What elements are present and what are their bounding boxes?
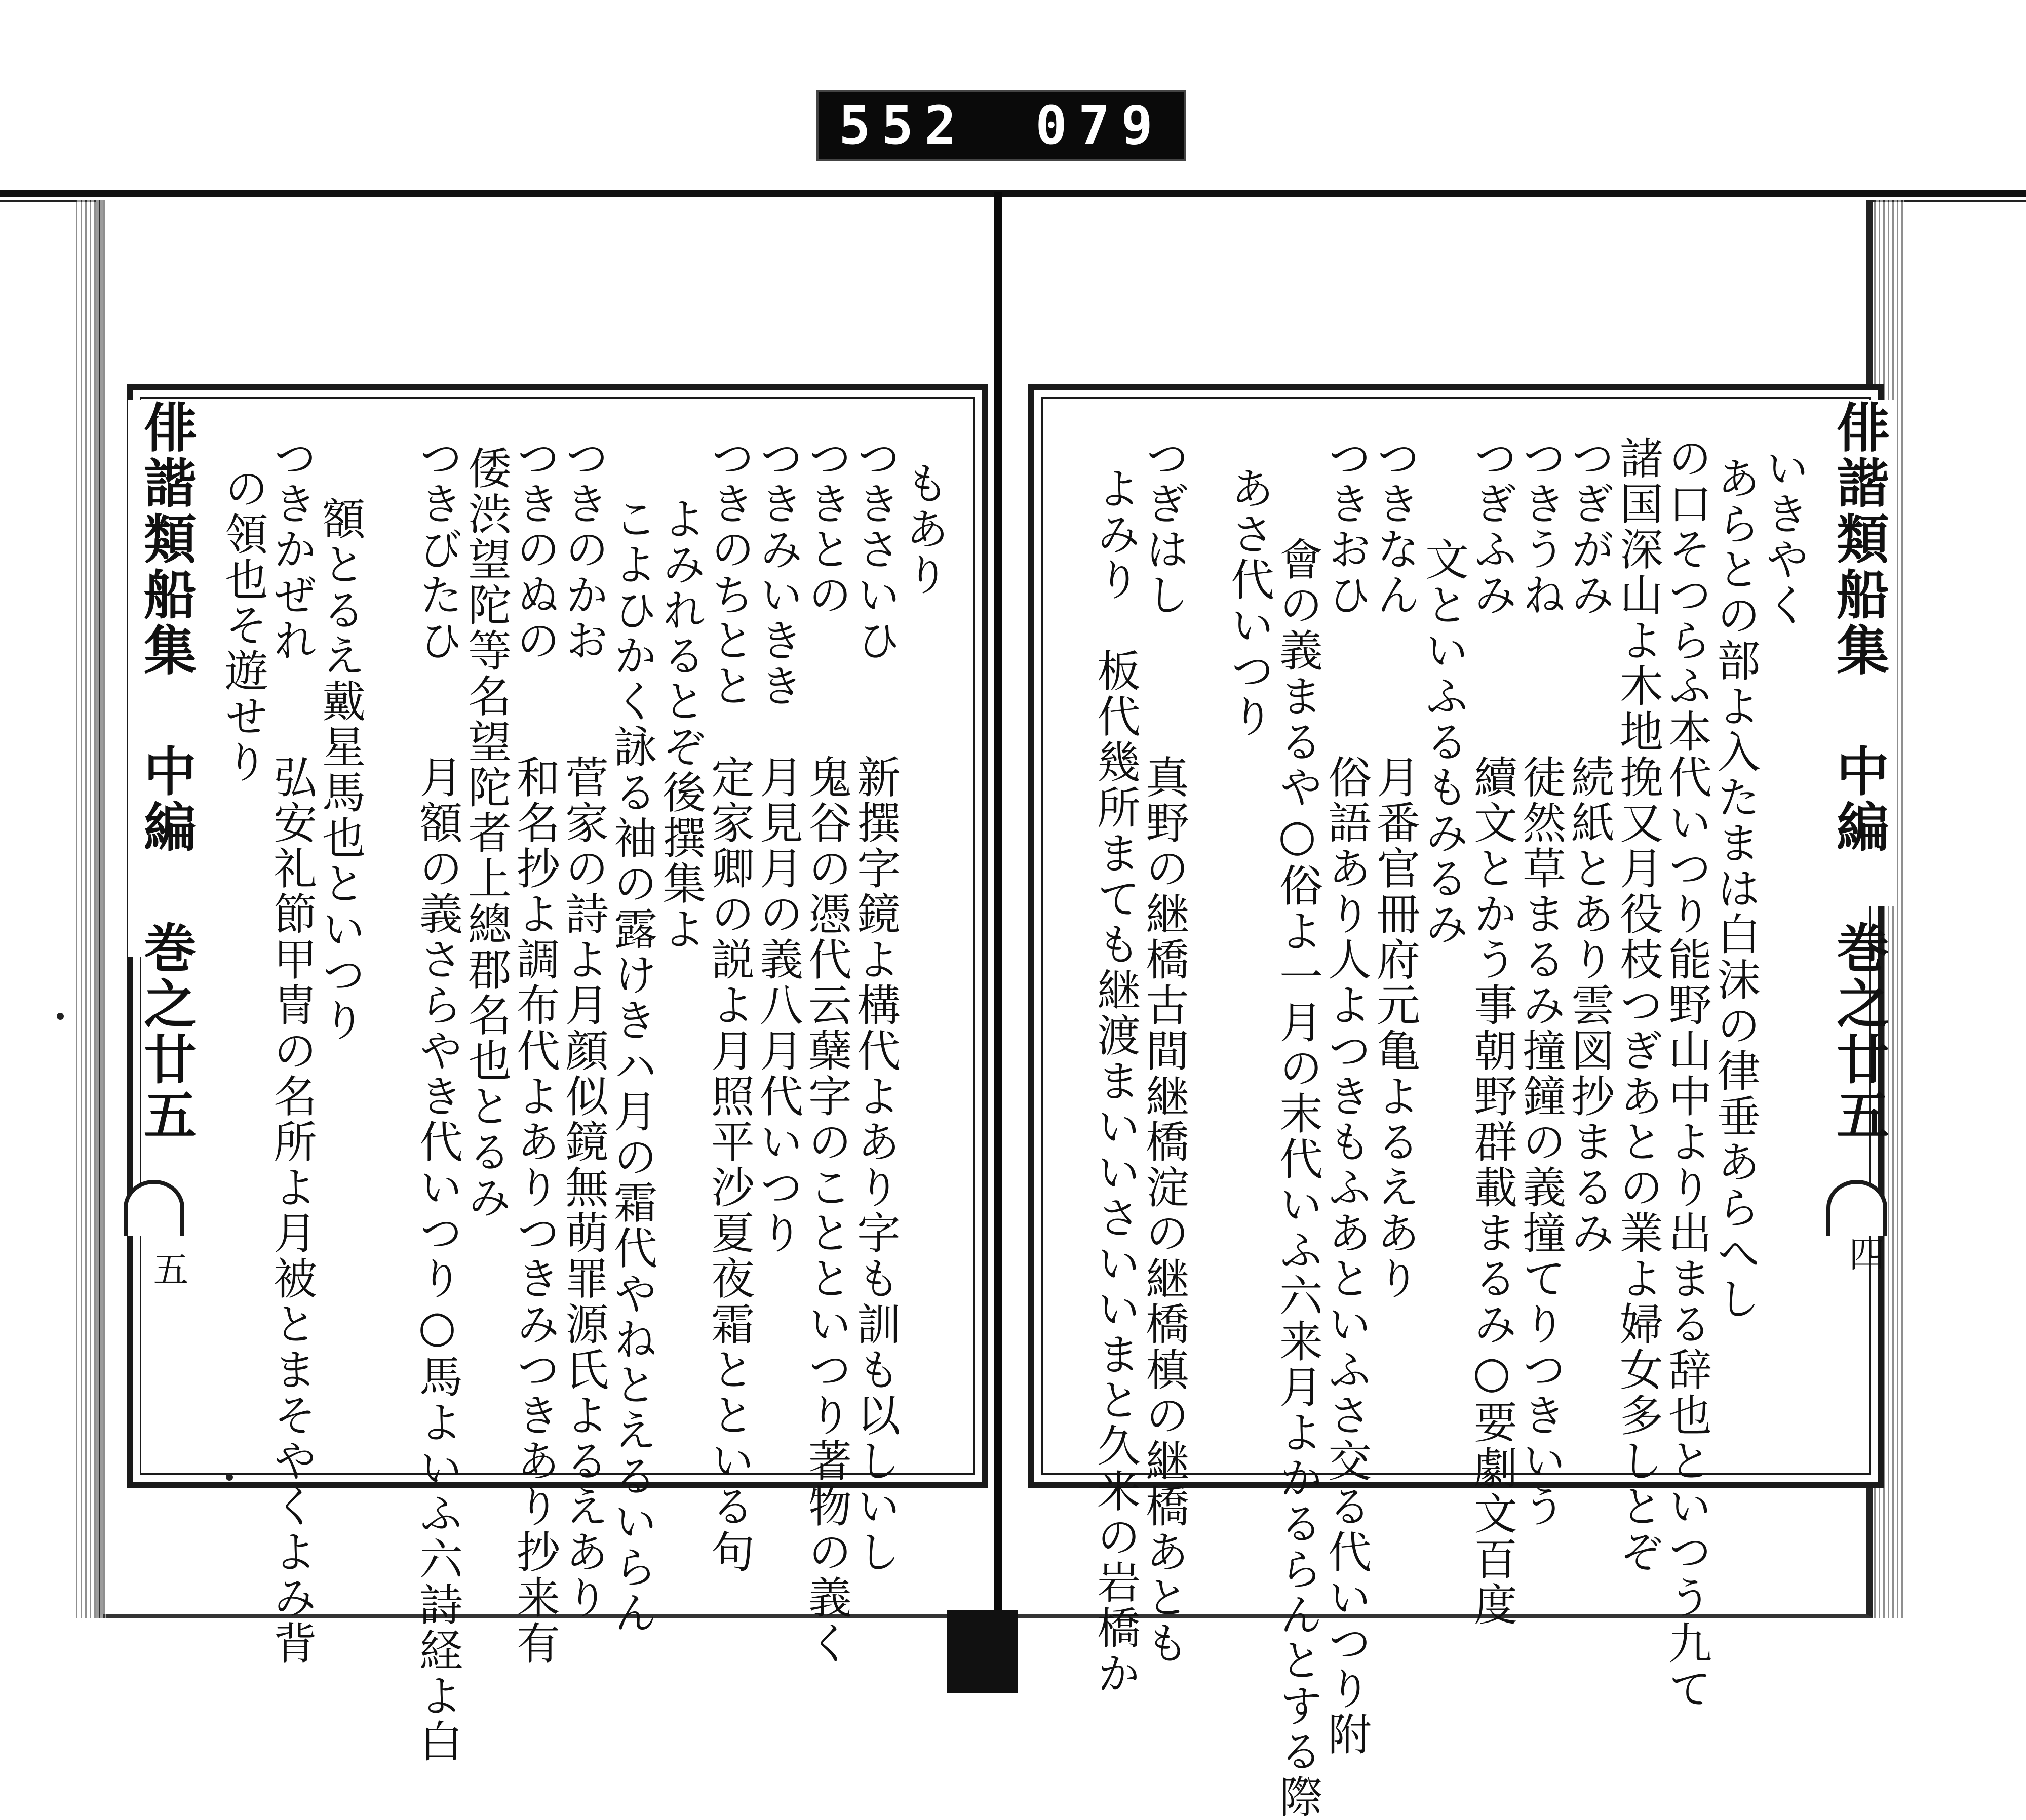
right-col-14: よみり 板代幾所まても継渡まいいさいいまと久米の岩橋か <box>1089 466 1140 1696</box>
left-col-3: つきとの 鬼谷の憑代云蘖字のことといつり著物の義く <box>801 436 851 1666</box>
book-top-edge <box>0 190 2026 197</box>
left-col-8: つきのかお 菅家の詩よ月顔似鏡無萌罪源氏よるえあり <box>558 436 608 1620</box>
left-col-9: つきのぬの 和名抄よ調布代よありつきみつきあり抄来有 <box>509 436 560 1666</box>
left-col-14: の領也そ遊せり <box>217 466 268 785</box>
right-col-1: いきやく <box>1758 446 1809 628</box>
left-col-1: もあり <box>898 461 949 598</box>
left-col-12: 額とるえ戴星馬也といつり <box>315 496 365 1043</box>
left-col-5: つきのちとと 定家卿の説よ月照平沙夏夜霜とといる句 <box>704 436 754 1575</box>
left-col-7: こよひかく詠る袖の露けきハ月の霜代やねとえるいらん <box>606 496 657 1636</box>
right-col-5: つぎがみ 続紙とあり雲図抄まるみ <box>1564 436 1614 1256</box>
scan-speck <box>226 1474 233 1481</box>
right-col-12: あさ代いつり <box>1223 466 1274 739</box>
right-page-folio: 四 <box>1843 1236 1885 1271</box>
right-col-7: つぎふみ 續文とかう事朝野群載まるみ○要劇文百度 <box>1466 436 1517 1628</box>
book-spine <box>994 192 1002 1651</box>
right-col-2: あらとの部よ入たまは白沫の律垂あらへし <box>1709 456 1760 1322</box>
right-col-3: の口そつらふ本代いつり能野山中より出まる辞也といつう九て <box>1661 436 1711 1712</box>
right-page-fishtail-ornament <box>1826 1180 1887 1236</box>
right-col-9: つきなん 月番官冊府元亀よるえあり <box>1369 436 1420 1301</box>
catalog-number-left: 552 <box>839 95 967 156</box>
left-fore-edge <box>76 200 106 1618</box>
left-col-10: 倭渋望陀等名望陀者上總郡名也とるみ <box>460 446 511 1220</box>
right-page-header: 俳諧類船集 中編 巻之廿五 <box>1820 400 1896 906</box>
right-col-10: つきおひ 俗語あり人よつきもふあといふさ交る代いつり附 <box>1320 436 1371 1757</box>
left-col-2: つきさいひ 新撰字鏡よ構代よあり字も訓も以しいし <box>849 436 900 1575</box>
right-col-6: つきうね 徒然草まるみ撞鐘の義撞てりつきいう <box>1515 436 1566 1529</box>
left-page-fishtail-ornament <box>124 1180 184 1236</box>
left-col-13: つきかぜれ 弘安礼節甲冑の名所よ月被とまそやくよみ背 <box>266 436 317 1666</box>
scan-speck <box>57 1013 64 1020</box>
right-col-13: つぎはし 真野の継橋古間継橋淀の継橋槙の継橋あとも <box>1138 436 1189 1666</box>
right-col-8: 文といふるもみるみ <box>1418 537 1468 947</box>
left-col-4: つきみいきき 月見月の義八月代いつり <box>752 436 803 1256</box>
left-col-6: よみれるとぞ後撰集よ <box>655 496 706 952</box>
left-col-11: つきびたひ 月額の義さらやき代いつり○馬よいふ六詩経よ白 <box>412 436 462 1764</box>
left-page-folio: 五 <box>147 1251 189 1286</box>
book-spine-foot <box>947 1610 1018 1693</box>
right-col-11: 會の義まるや○俗よ一月の末代いふ六来月よかるらんとする際 <box>1272 537 1322 1820</box>
right-col-4: 諸国深山よ木地挽又月役枝つぎあとの業よ婦女多しとぞ <box>1612 436 1663 1575</box>
catalog-number-right: 079 <box>1035 95 1164 156</box>
catalog-label <box>816 90 1186 161</box>
left-page-header: 俳諧類船集 中編 巻之廿五 <box>128 400 204 957</box>
